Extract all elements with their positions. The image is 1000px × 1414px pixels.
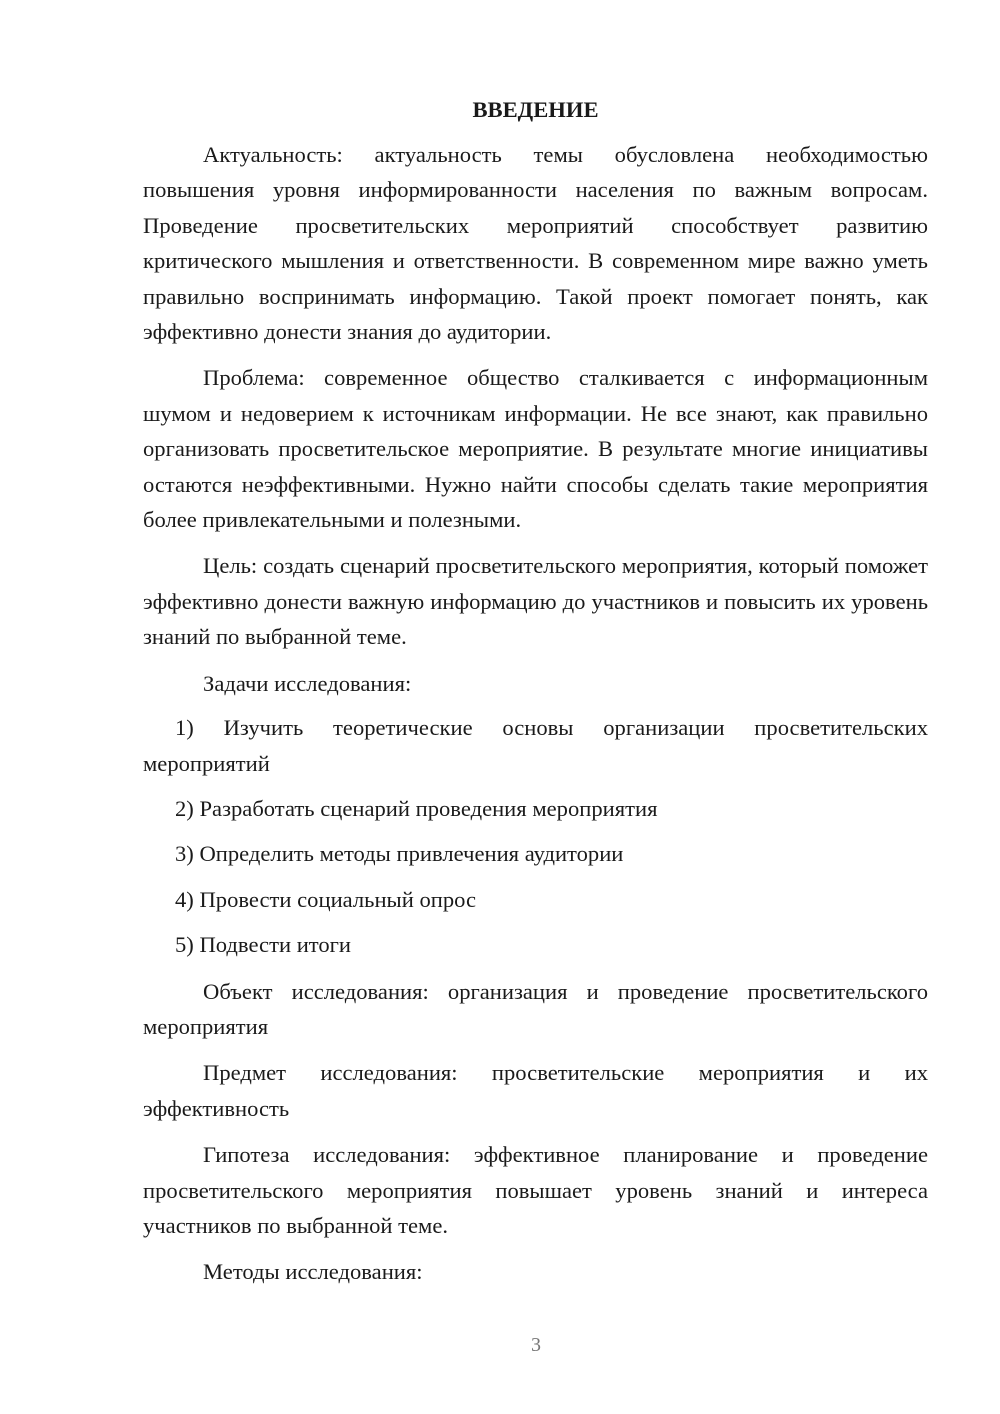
task-item-3: 3) Определить методы привлечения аудитории [175, 841, 624, 867]
paragraph-object: Объект исследования: организация и проведение просветительского мероприятия [143, 978, 928, 1039]
page-number: 3 [531, 1334, 541, 1356]
task-item-5: 5) Подвести итоги [175, 932, 352, 958]
paragraph-methods: Методы исследования: [203, 1259, 423, 1285]
task-item-1: 1) Изучить теоретические основы организации просветительских мероприятий [143, 715, 928, 776]
paragraph-goal: Цель: создать сценарий просветительского мероприятия, который поможет эффективно донести важную информацию до участников и повысить их уровень знаний по выбранной теме. [143, 553, 928, 650]
page-title: ВВЕДЕНИЕ [472, 97, 599, 122]
paragraph-problem: Проблема: современное общество сталкивается с информационным шумом и недоверием к источникам информации. Не все знают, как правильно организовать просветительское мероприятие. В результате многие инициативы остаются неэффективными. Нужно найти способы сделать такие мероприятия более привлекательными и полезными. [143, 365, 928, 533]
paragraph-relevance: Актуальность: актуальность темы обусловлена необходимостью повышения уровня информированности населения по важным вопросам. Проведение просветительских мероприятий способствует развитию критического мышления и ответственности. В современном мире важно уметь правильно воспринимать информацию. Такой проект помогает понять, как эффективно донести знания до аудитории. [143, 142, 928, 345]
paragraph-tasks-heading: Задачи исследования: [203, 670, 412, 696]
paragraph-subject: Предмет исследования: просветительские мероприятия и их эффективность [143, 1060, 928, 1121]
paragraph-hypothesis: Гипотеза исследования: эффективное планирование и проведение просветительского мероприятия повышает уровень знаний и интереса участников по выбранной теме. [143, 1142, 928, 1238]
task-item-2: 2) Разработать сценарий проведения мероприятия [175, 795, 658, 821]
task-item-4: 4) Провести социальный опрос [175, 886, 477, 912]
page-content [143, 90, 928, 1290]
